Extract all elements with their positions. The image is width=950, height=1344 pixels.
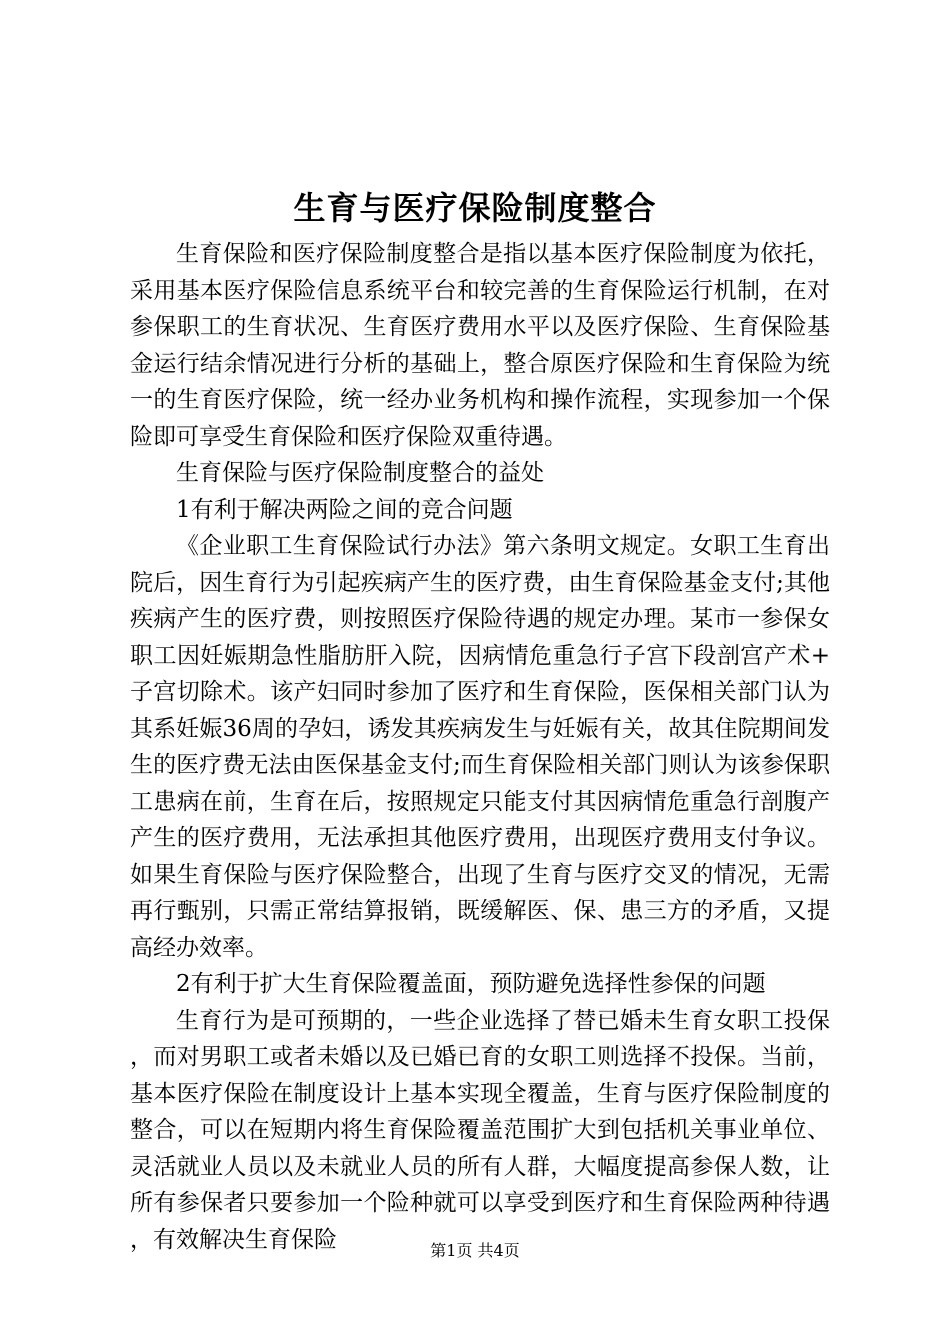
document-title: 生育与医疗保险制度整合 <box>293 189 657 227</box>
paragraph-case: 《企业职工生育保险试行办法》第六条明文规定。女职工生育出院后，因生育行为引起疾病产生的医疗费，由生育保险基金支付;其他疾病产生的医疗费，则按照医疗保险待遇的规定办理。某市一参保女职工因妊娠期急性脂肪肝入院，因病情危重急行子宫下段剖宫产术+子宫切除术。该产妇同时参加了医疗和生育保险，医保相关部门认为其系妊娠36周的孕妇，诱发其疾病发生与妊娠有关，故其住院期间发生的医疗费无法由医保基金支付;而生育保险相关部门则认为该参保职工患病在前，生育在后，按照规定只能支付其因病情危重急行剖腹产产生的医疗费用，无法承担其他医疗费用，出现医疗费用支付争议。如果生育保险与医疗保险整合，出现了生育与医疗交叉的情况，无需再行甄别，只需正常结算报销，既缓解医、保、患三方的矛盾，又提高经办效率。 <box>130 533 830 961</box>
subheading-2: 2有利于扩大生育保险覆盖面，预防避免选择性参保的问题 <box>176 971 766 997</box>
subheading-1: 1有利于解决两险之间的竞合问题 <box>176 496 513 523</box>
paragraph-definition: 生育保险和医疗保险制度整合是指以基本医疗保险制度为依托，采用基本医疗保险信息系统平台和较完善的生育保险运行机制，在对参保职工的生育状况、生育医疗费用水平以及医疗保险、生育保险基金运行结余情况进行分析的基础上，整合原医疗保险和生育保险为统一的生育医疗保险，统一经办业务机构和操作流程，实现参加一个保险即可享受生育保险和医疗保险双重待遇。 <box>130 241 830 450</box>
document-body <box>130 236 830 1258</box>
section-heading-benefits: 生育保险与医疗保险制度整合的益处 <box>176 460 544 486</box>
paragraph-coverage: 生育行为是可预期的，一些企业选择了替已婚未生育女职工投保，而对男职工或者未婚以及已婚已育的女职工则选择不投保。当前，基本医疗保险在制度设计上基本实现全覆盖，生育与医疗保险制度的整合，可以在短期内将生育保险覆盖范围扩大到包括机关事业单位、灵活就业人员以及未就业人员的所有人群，大幅度提高参保人数，让所有参保者只要参加一个险种就可以享受到医疗和生育保险两种待遇，有效解决生育保险 <box>130 1007 830 1253</box>
page-footer: 第1页 共4页 <box>430 1241 520 1260</box>
